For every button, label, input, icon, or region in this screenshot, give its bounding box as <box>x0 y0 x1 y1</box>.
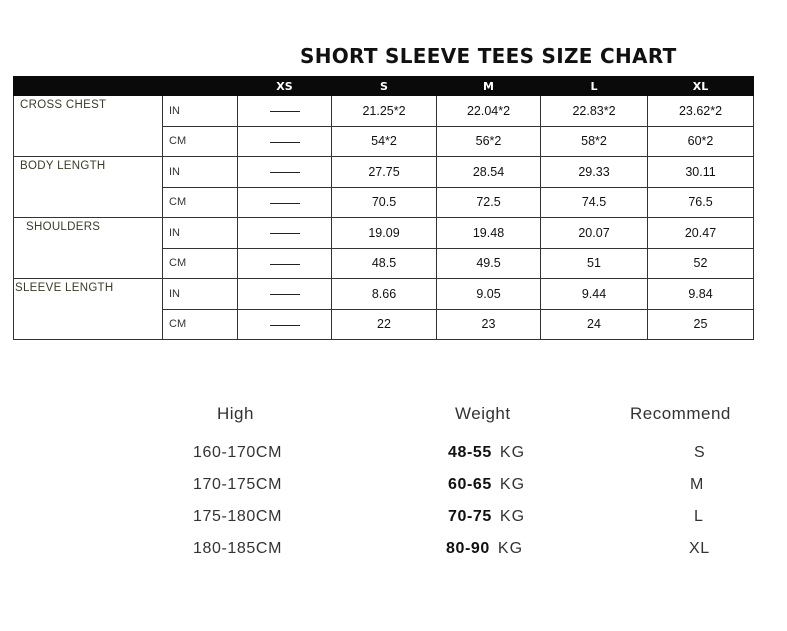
value-cell: 20.07 <box>541 218 648 249</box>
value-cell: 19.48 <box>437 218 541 249</box>
weight-value: 70-75 <box>448 508 492 525</box>
value-cell: 19.09 <box>332 218 437 249</box>
recommend-header: Recommend <box>630 404 731 423</box>
unit-label: CM <box>163 187 238 218</box>
weight-unit: KG <box>497 540 524 557</box>
weight-cell <box>448 508 525 526</box>
size-cell: XL <box>689 540 710 557</box>
size-cell: L <box>694 508 704 525</box>
value-cell: 58*2 <box>541 126 648 157</box>
value-cell: 28.54 <box>437 157 541 188</box>
measure-label: BODY LENGTH <box>14 157 163 188</box>
weight-unit: KG <box>499 476 526 493</box>
value-cell: 22.83*2 <box>541 96 648 127</box>
size-header-xs: XS <box>238 77 332 96</box>
high-cell: 170-175CM <box>193 476 283 493</box>
weight-header: Weight <box>455 404 511 423</box>
unit-label: IN <box>163 279 238 310</box>
unit-label: CM <box>163 248 238 279</box>
value-cell: 23.62*2 <box>648 96 754 127</box>
value-cell: 8.66 <box>332 279 437 310</box>
value-cell: 21.25*2 <box>332 96 437 127</box>
value-cell: 30.11 <box>648 157 754 188</box>
value-cell: 24 <box>541 309 648 340</box>
unit-label: IN <box>163 157 238 188</box>
value-cell: 25 <box>648 309 754 340</box>
size-cell: S <box>694 444 706 461</box>
value-cell: 22.04*2 <box>437 96 541 127</box>
high-cell: 160-170CM <box>193 444 283 461</box>
weight-value: 80-90 <box>446 540 490 557</box>
value-cell: 52 <box>648 248 754 279</box>
weight-value: 60-65 <box>448 476 492 493</box>
value-cell: 70.5 <box>332 187 437 218</box>
size-header-xl: XL <box>648 77 754 96</box>
weight-unit: KG <box>499 444 526 461</box>
size-header-s: S <box>332 77 437 96</box>
weight-value: 48-55 <box>448 444 492 461</box>
size-header-m: M <box>437 77 541 96</box>
high-cell: 180-185CM <box>193 540 283 557</box>
value-cell: 76.5 <box>648 187 754 218</box>
weight-cell <box>446 540 523 558</box>
unit-label: IN <box>163 96 238 127</box>
unit-label: CM <box>163 126 238 157</box>
value-cell: 48.5 <box>332 248 437 279</box>
high-cell: 175-180CM <box>193 508 283 525</box>
value-cell: 74.5 <box>541 187 648 218</box>
value-cell: 9.44 <box>541 279 648 310</box>
value-cell: 54*2 <box>332 126 437 157</box>
unit-label: CM <box>163 309 238 340</box>
value-cell: 49.5 <box>437 248 541 279</box>
size-header-l: L <box>541 77 648 96</box>
measure-label: CROSS CHEST <box>14 96 163 127</box>
measure-label: SHOULDERS <box>14 218 163 249</box>
value-cell: 22 <box>332 309 437 340</box>
value-cell: 9.84 <box>648 279 754 310</box>
unit-label: IN <box>163 218 238 249</box>
weight-cell <box>448 444 525 462</box>
weight-unit: KG <box>499 508 526 525</box>
value-cell: 9.05 <box>437 279 541 310</box>
value-cell: 23 <box>437 309 541 340</box>
weight-cell <box>448 476 525 494</box>
value-cell: 72.5 <box>437 187 541 218</box>
high-header: High <box>217 404 254 423</box>
value-cell: 51 <box>541 248 648 279</box>
value-cell: 27.75 <box>332 157 437 188</box>
chart-title: SHORT SLEEVE TEES SIZE CHART <box>300 44 677 68</box>
measure-label: SLEEVE LENGTH <box>14 279 163 310</box>
value-cell: 29.33 <box>541 157 648 188</box>
value-cell: 56*2 <box>437 126 541 157</box>
value-cell: 20.47 <box>648 218 754 249</box>
size-cell: M <box>690 476 704 493</box>
value-cell: 60*2 <box>648 126 754 157</box>
